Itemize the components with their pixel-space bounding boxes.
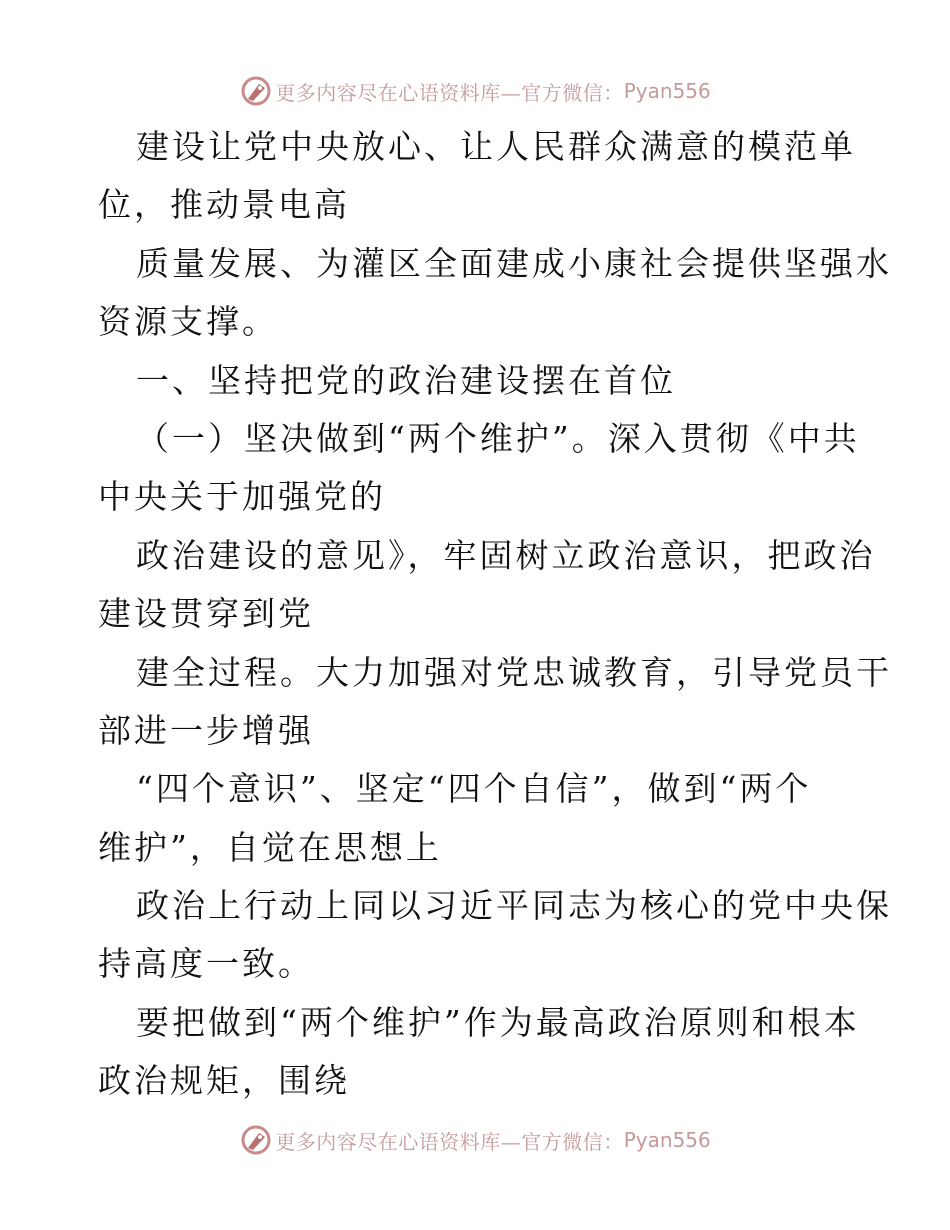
text-line: 建全过程。大力加强对党忠诚教育，引导党员干 bbox=[136, 652, 892, 692]
watermark-text: 更多内容尽在心语资料库—官方微信： bbox=[275, 1129, 624, 1154]
text-line: 建设贯穿到党 bbox=[98, 594, 314, 634]
text-line: 政治规矩，围绕 bbox=[98, 1061, 350, 1101]
watermark-id: Pyan556 bbox=[623, 1128, 711, 1152]
text-line: 中央关于加强党的 bbox=[98, 477, 386, 517]
text-line: 维护”，自觉在思想上 bbox=[98, 827, 442, 867]
pen-nib-logo-icon bbox=[239, 1123, 273, 1157]
text-line: “四个意识”、坚定“四个自信”，做到“两个 bbox=[136, 769, 812, 809]
text-line: 持高度一致。 bbox=[98, 944, 314, 984]
text-line: 资源支撑。 bbox=[98, 302, 278, 342]
watermark-footer bbox=[0, 1120, 950, 1160]
section-heading: 一、坚持把党的政治建设摆在首位 bbox=[136, 360, 676, 400]
text-line: 要把做到“两个维护”作为最高政治原则和根本 bbox=[136, 1002, 860, 1042]
text-line: （一）坚决做到“两个维护”。深入贯彻《中共 bbox=[136, 418, 860, 458]
document-body bbox=[98, 118, 892, 1111]
watermark-id: Pyan556 bbox=[623, 79, 711, 103]
text-line: 政治建设的意见》，牢固树立政治意识，把政治 bbox=[136, 535, 876, 575]
text-line: 建设让党中央放心、让人民群众满意的模范单 bbox=[136, 127, 856, 166]
text-line: 政治上行动上同以习近平同志为核心的党中央保 bbox=[136, 886, 892, 926]
watermark-header bbox=[0, 71, 950, 111]
text-line: 部进一步增强 bbox=[98, 710, 314, 750]
watermark-text: 更多内容尽在心语资料库—官方微信： bbox=[275, 80, 624, 105]
pen-nib-logo-icon bbox=[239, 74, 273, 108]
text-line: 位，推动景电高 bbox=[98, 185, 350, 225]
text-line: 质量发展、为灌区全面建成小康社会提供坚强水 bbox=[136, 243, 892, 283]
